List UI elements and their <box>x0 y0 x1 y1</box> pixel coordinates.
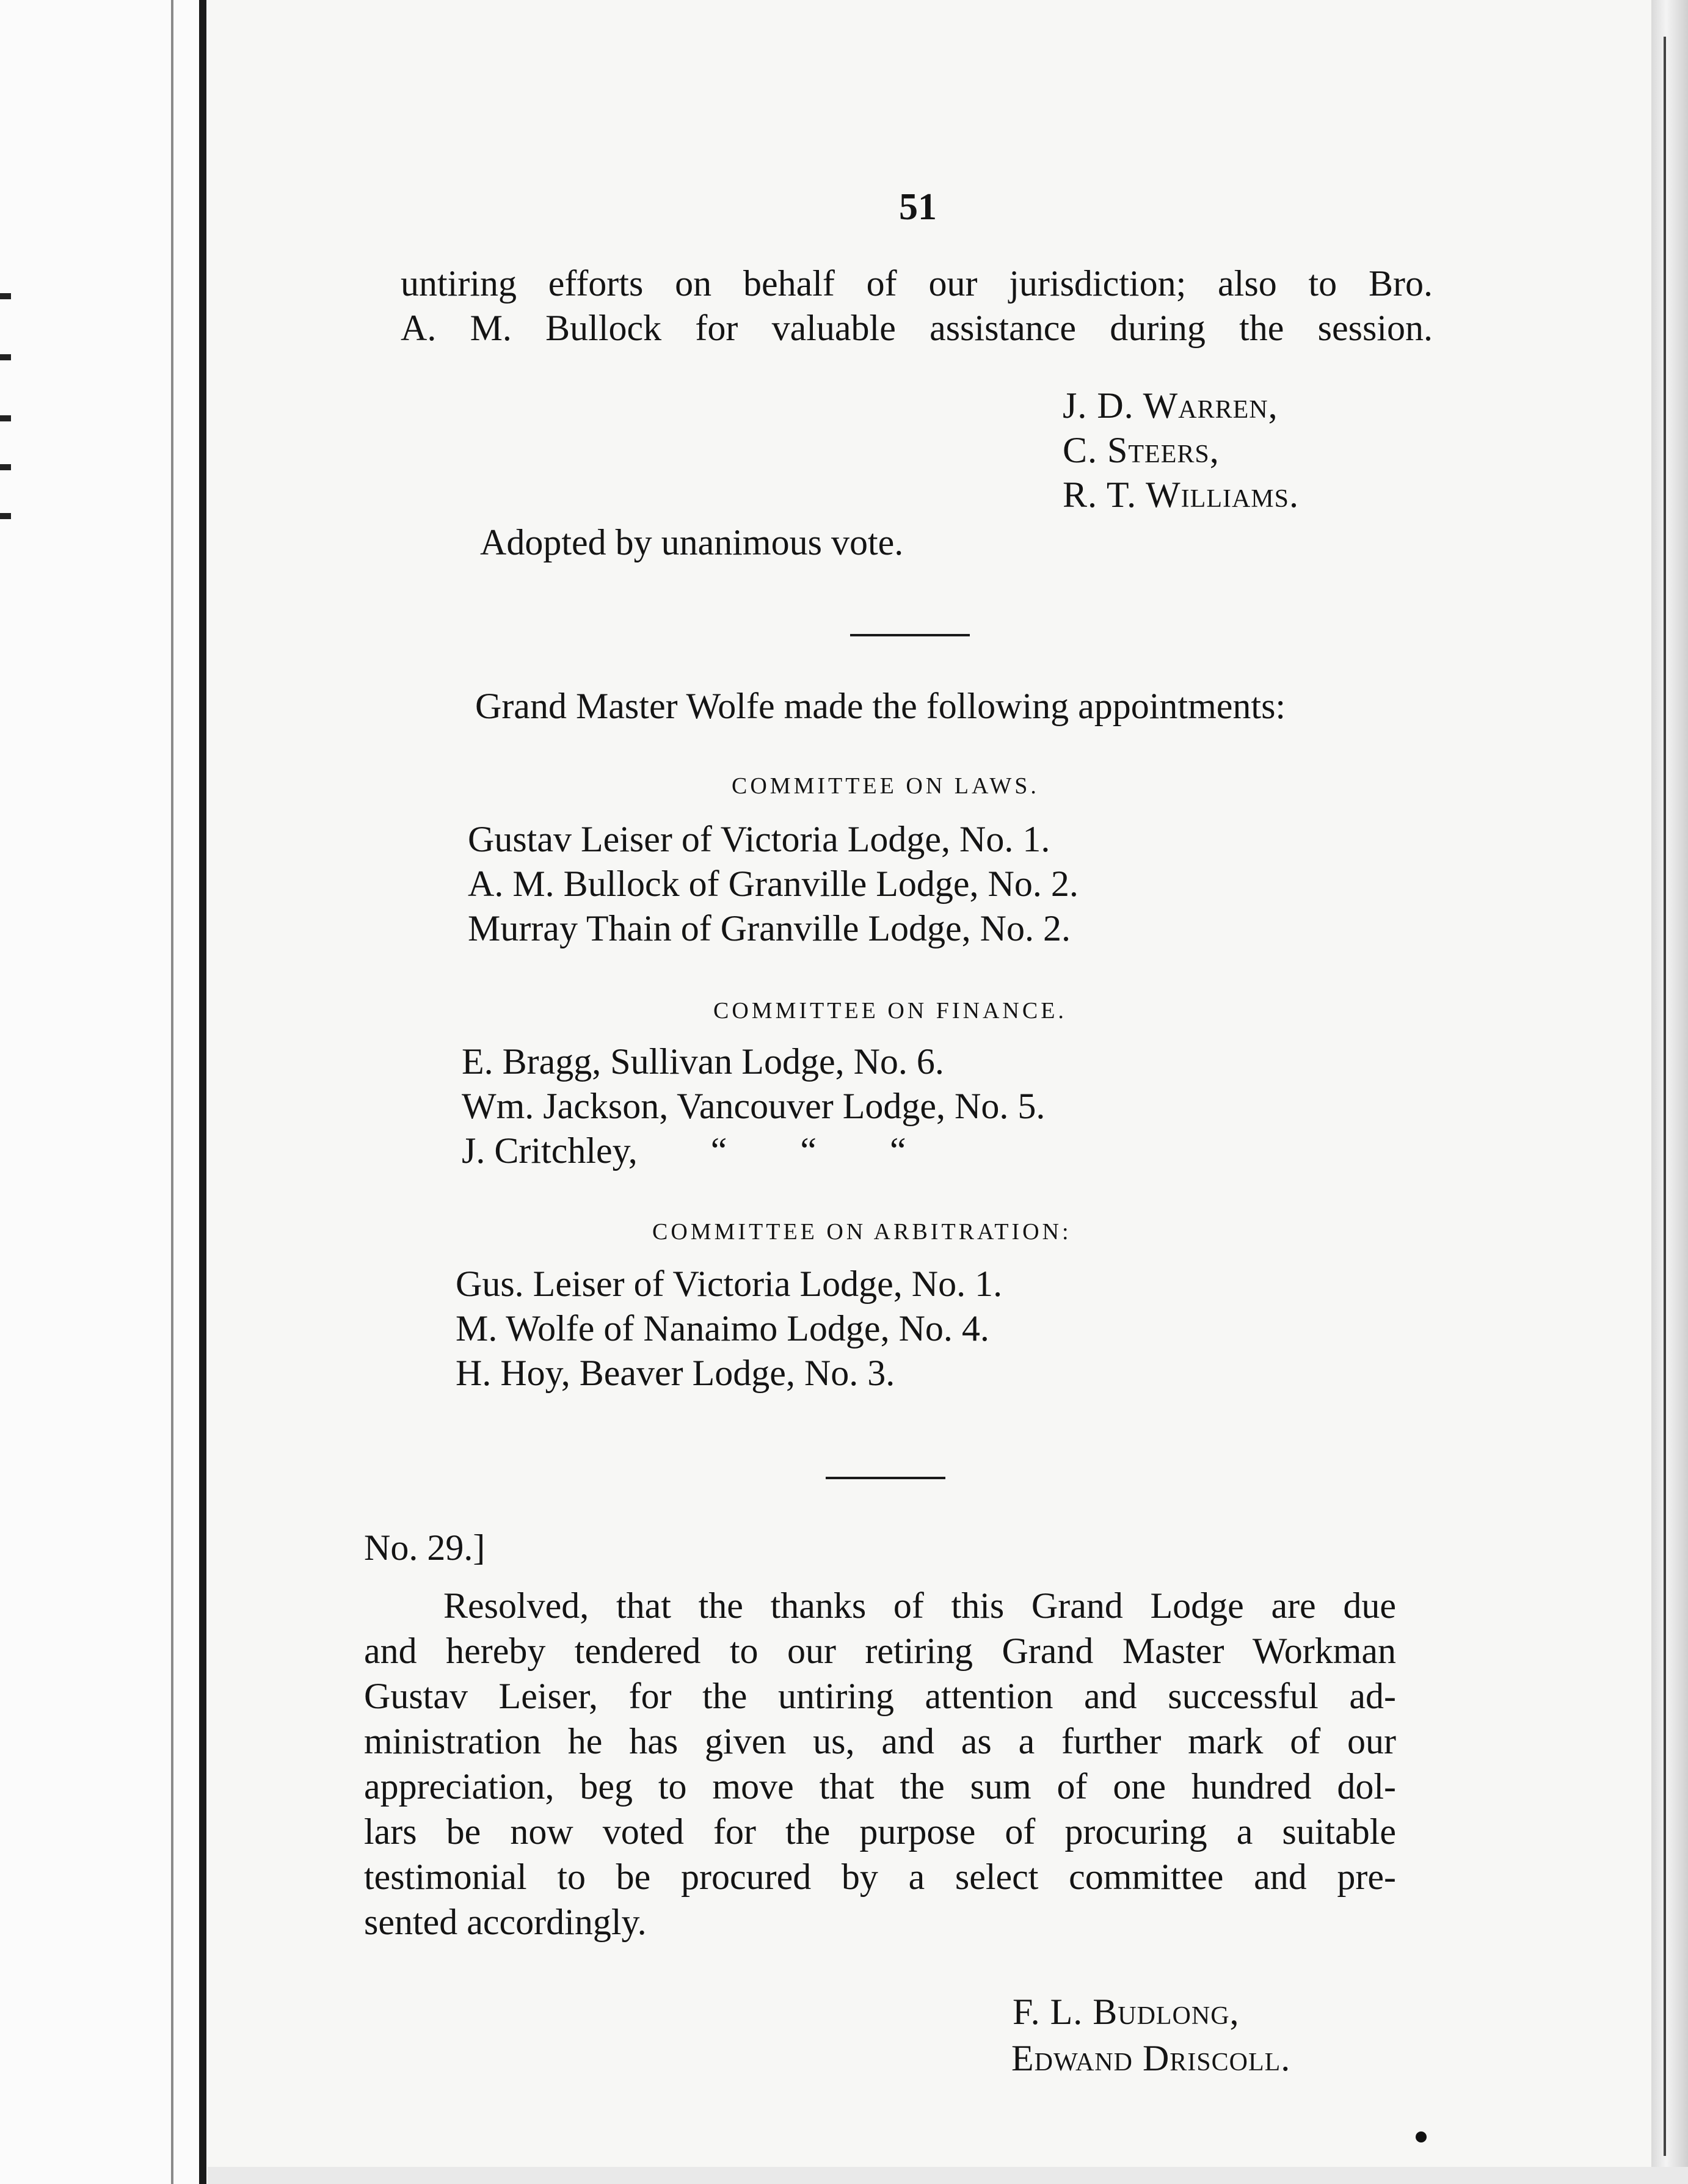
committee-heading: COMMITTEE ON ARBITRATION: <box>652 1219 1072 1245</box>
opening-paragraph <box>401 261 1433 351</box>
section-divider <box>826 1477 945 1479</box>
committee-member: Gustav Leiser of Victoria Lodge, No. 1. <box>468 819 1050 859</box>
committee-member: E. Bragg, Sullivan Lodge, No. 6. <box>462 1041 944 1082</box>
binding-spine <box>199 0 206 2184</box>
page-right-line <box>1664 37 1666 2156</box>
ink-speck <box>1416 2131 1427 2142</box>
edge-mark <box>0 464 11 470</box>
text-line: appreciation, beg to move that the sum of one hundred dol- <box>364 1766 1396 1807</box>
signature-name: J. D. Warren, <box>1063 385 1278 426</box>
committee-member: J. Critchley, “ “ “ <box>462 1130 906 1171</box>
text-line: Gustav Leiser, for the untiring attention and successful ad- <box>364 1676 1396 1716</box>
page-bottom-edge <box>208 2167 1688 2184</box>
committee-member: A. M. Bullock of Granville Lodge, No. 2. <box>468 864 1079 904</box>
committee-member: Murray Thain of Granville Lodge, No. 2. <box>468 908 1071 948</box>
resolution-number: No. 29.] <box>364 1527 486 1568</box>
edge-mark <box>0 415 11 421</box>
edge-mark <box>0 354 11 360</box>
committee-members <box>456 1262 1002 1396</box>
binding-line <box>171 0 173 2184</box>
appointments-intro: Grand Master Wolfe made the following appointments: <box>475 686 1286 726</box>
edge-mark <box>0 293 11 299</box>
resolution-paragraph <box>364 1583 1396 1945</box>
signature-name: F. L. Budlong, <box>1013 1992 1240 2032</box>
committee-member: Wm. Jackson, Vancouver Lodge, No. 5. <box>462 1086 1046 1126</box>
committee-heading: COMMITTEE ON LAWS. <box>732 773 1039 799</box>
text-line: A. M. Bullock for valuable assistance during the session. <box>401 308 1433 348</box>
section-divider <box>850 634 970 636</box>
text-line: untiring efforts on behalf of our jurisdiction; also to Bro. <box>401 263 1433 304</box>
text-line: lars be now voted for the purpose of procuring a suitable <box>364 1811 1396 1852</box>
signature-block-1 <box>1063 384 1299 517</box>
page-right-edge <box>1651 0 1688 2184</box>
signature-name: R. T. Williams. <box>1063 475 1299 515</box>
committee-member: M. Wolfe of Nanaimo Lodge, No. 4. <box>456 1308 989 1349</box>
text-line: and hereby tendered to our retiring Grand Master Workman <box>364 1631 1396 1671</box>
committee-members <box>462 1039 1045 1173</box>
committee-member: Gus. Leiser of Victoria Lodge, No. 1. <box>456 1264 1003 1304</box>
page-number: 51 <box>899 186 937 228</box>
committee-member: H. Hoy, Beaver Lodge, No. 3. <box>456 1353 895 1393</box>
signature-name: C. Steers, <box>1063 430 1220 470</box>
adopted-note: Adopted by unanimous vote. <box>480 522 904 562</box>
text-line: sented accordingly. <box>364 1902 647 1942</box>
committee-members <box>468 817 1079 951</box>
text-line: ministration he has given us, and as a further mark of our <box>364 1721 1396 1761</box>
text-line: Resolved, that the thanks of this Grand Lodge are due <box>443 1585 1396 1626</box>
edge-mark <box>0 513 11 519</box>
text-line: testimonial to be procured by a select committee and pre- <box>364 1857 1396 1897</box>
signature-name: Edwand Driscoll. <box>1011 2038 1291 2078</box>
signature-block-2 <box>1011 1989 1290 2081</box>
committee-heading: COMMITTEE ON FINANCE. <box>713 998 1067 1024</box>
